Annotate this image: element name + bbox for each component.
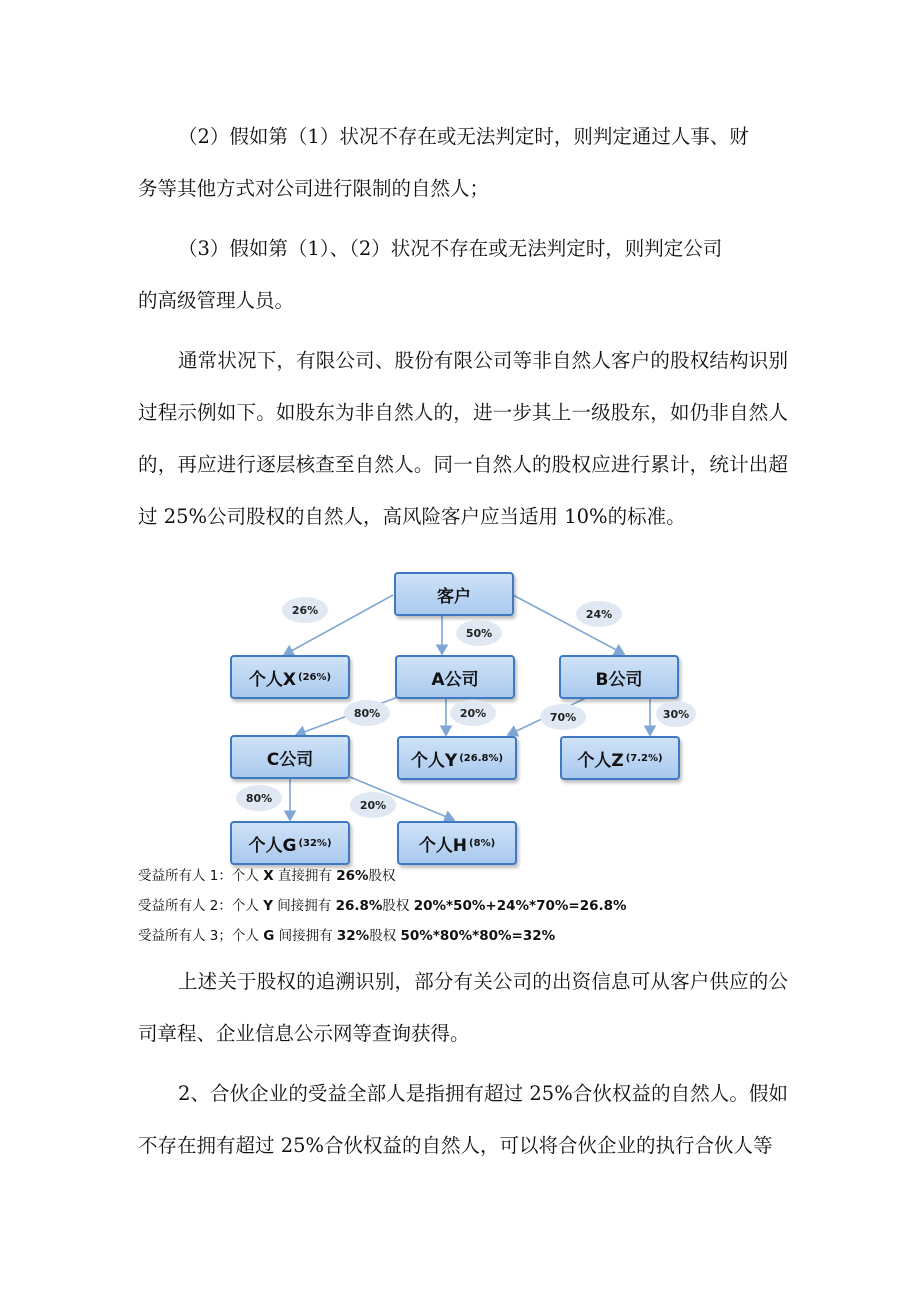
note-text: 受益所有人 2：个人 xyxy=(138,898,259,914)
node-person-g xyxy=(230,821,350,865)
node-label: 个人Z xyxy=(577,750,624,771)
node-label: C公司 xyxy=(266,749,314,770)
node-person-h xyxy=(397,821,517,865)
note-text: 股权 xyxy=(368,868,396,884)
node-label: 个人X xyxy=(248,669,297,690)
edge-label-a-y: 20% xyxy=(450,700,496,726)
equity-structure-diagram xyxy=(228,565,698,865)
node-client xyxy=(394,572,514,616)
note-text: 股权 xyxy=(382,898,410,914)
note-text: X xyxy=(263,868,274,884)
node-label: 个人H xyxy=(418,835,468,856)
beneficial-owner-note-1 xyxy=(138,866,396,886)
node-share: (26%) xyxy=(298,671,332,683)
note-text: 32% xyxy=(336,928,370,944)
note-text: 受益所有人 1：个人 xyxy=(138,868,259,884)
note-text: 26% xyxy=(336,868,369,884)
edge-label-client-x: 26% xyxy=(282,597,328,623)
note-text: 直接拥有 xyxy=(277,868,332,884)
paragraph-condition-2 xyxy=(138,111,788,215)
node-label: B公司 xyxy=(595,669,643,690)
paragraph-line: （2）假如第（1）状况不存在或无法判定时，则判定通过人事、财 xyxy=(178,125,749,148)
node-share: (32%) xyxy=(298,837,332,849)
paragraph-equity-structure: 通常状况下，有限公司、股份有限公司等非自然人客户的股权结构识别过程示例如下。如股东为非自然人的，进一步其上一级股东，如仍非自然人的，再应进行逐层核查至自然人。同一自然人的股权应进行累计，统计出超过 25%公司股权的自然人，高风险客户应当适用 10%的标准。 xyxy=(138,349,788,528)
node-person-y xyxy=(397,736,517,780)
paragraph-partnership: 2、合伙企业的受益全部人是指拥有超过 25%合伙权益的自然人。假如不存在拥有超过 25%合伙权益的自然人，可以将合伙企业的执行合伙人等 xyxy=(138,1082,788,1157)
note-text: 受益所有人 3；个人 xyxy=(138,928,259,944)
beneficial-owner-note-2 xyxy=(138,896,627,916)
edge-label-client-a: 50% xyxy=(456,620,502,646)
note-text: 间接拥有 xyxy=(278,928,333,944)
node-company-a xyxy=(395,655,515,699)
node-label: 客户 xyxy=(437,586,471,607)
edge-label-c-h: 20% xyxy=(350,792,396,818)
edge-label-client-b: 24% xyxy=(576,601,622,627)
edge-label-a-c: 80% xyxy=(344,700,390,726)
paragraph-condition-3 xyxy=(138,223,788,327)
edge-label-b-y: 70% xyxy=(540,704,586,730)
node-label: 个人Y xyxy=(410,750,458,771)
node-label: 个人G xyxy=(248,835,297,856)
paragraph-line: （3）假如第（1）、（2）状况不存在或无法判定时，则判定公司 xyxy=(178,237,723,260)
node-person-x xyxy=(230,655,350,699)
note-calculation: 20%*50%+24%*70%=26.8% xyxy=(413,898,627,914)
paragraph-line: 务等其他方式对公司进行限制的自然人； xyxy=(138,177,490,200)
beneficial-owner-note-3 xyxy=(138,926,555,946)
paragraph-line: 的高级管理人员。 xyxy=(138,289,295,312)
note-text: 间接拥有 xyxy=(277,898,332,914)
node-share: (8%) xyxy=(469,837,496,849)
note-text: 股权 xyxy=(369,928,397,944)
node-share: (26.8%) xyxy=(459,752,504,764)
node-company-b xyxy=(559,655,679,699)
note-text: 26.8% xyxy=(335,898,383,914)
paragraph-tracing-source: 上述关于股权的追溯识别，部分有关公司的出资信息可从客户供应的公司章程、企业信息公示网等查询获得。 xyxy=(138,970,788,1045)
node-label: A公司 xyxy=(431,669,479,690)
edge-label-c-g: 80% xyxy=(236,785,282,811)
node-share: (7.2%) xyxy=(625,752,663,764)
note-calculation: 50%*80%*80%=32% xyxy=(400,928,556,944)
edge-label-b-z: 30% xyxy=(656,701,696,727)
note-text: Y xyxy=(263,898,273,914)
node-company-c xyxy=(230,735,350,779)
node-person-z xyxy=(560,736,680,780)
note-text: G xyxy=(263,928,275,944)
